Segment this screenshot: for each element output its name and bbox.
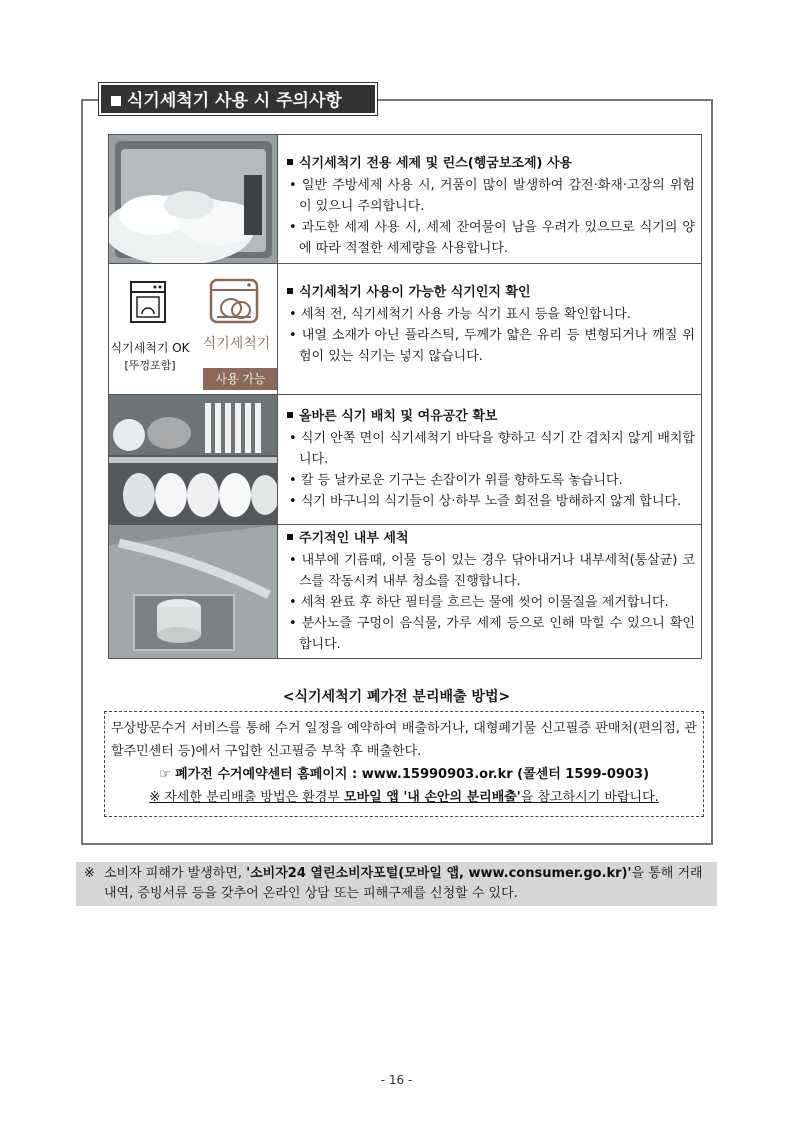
caution-row-3: [109, 395, 701, 525]
caution-row-1: [109, 135, 701, 264]
bullet-item: • 내열 소재가 아닌 플라스틱, 두께가 얇은 유리 등 변형되거나 깨질 위험이 있는 식기는 넣지 않습니다.: [289, 328, 695, 364]
square-bullet-icon: [287, 412, 293, 418]
bullet-item: • 내부에 기름때, 이물 등이 있는 경우 닦아내거나 내부세척(통살균) 코스를 작동시켜 내부 청소를 진행합니다.: [289, 553, 695, 589]
ok-label: 식기세척기 OK: [110, 341, 190, 355]
foam-dishwasher-photo: [109, 135, 278, 263]
square-bullet-icon: [287, 159, 293, 165]
section-heading: 식기세척기 사용이 가능한 식기인지 확인: [299, 285, 531, 300]
usable-badge: 사용 가능: [203, 368, 278, 390]
bullet-item: • 분사노즐 구멍이 음식물, 가루 세제 등으로 인해 막힐 수 있으니 확인합니다.: [289, 616, 695, 652]
bullet-item: • 칼 등 날카로운 기구는 손잡이가 위를 향하도록 놓습니다.: [289, 473, 623, 488]
section-heading: 식기세척기 전용 세제 및 린스(헹굼보조제) 사용: [299, 156, 573, 171]
caution-row-4: [109, 525, 701, 658]
bullet-item: • 과도한 세제 사용 시, 세제 잔여물이 남을 우려가 있으므로 식기의 양에 따라 적절한 세제량을 사용합니다.: [289, 220, 695, 256]
note-mark: ※: [84, 866, 95, 881]
bullet-item: • 세척 전, 식기세척기 사용 가능 식기 표시 등을 확인합니다.: [289, 307, 631, 322]
bullet-item: • 일반 주방세제 사용 시, 거품이 많이 발생하여 감전·화재·고장의 위험이 있으니 주의합니다.: [289, 178, 695, 214]
caution-table: [108, 134, 702, 659]
ok-sublabel: [뚜껑포함]: [124, 359, 176, 372]
filter-photo: [109, 525, 278, 658]
brown-label: 식기세척기: [202, 336, 271, 352]
bullet-item: • 세척 완료 후 하단 필터를 흐르는 물에 씻어 이물질을 제거합니다.: [289, 595, 669, 610]
section-heading: 주기적인 내부 세척: [299, 531, 409, 546]
dish-rack-photo: [109, 395, 278, 524]
disposal-method-box: [104, 711, 704, 817]
square-bullet-icon: [287, 288, 293, 294]
consumer-portal-link: '소비자24 열린소비자포털(모바일 앱, www.consumer.go.kr)': [246, 866, 632, 881]
disposal-method-text: 무상방문수거 서비스를 통해 수거 일정을 예약하여 배출하거나, 대형폐기물 신고필증 판매처(편의점, 관할주민센터 등)에서 구입한 신고필증 부착 후 배출한다.: [111, 721, 697, 759]
consumer-note: ※ 소비자 피해가 발생하면, '소비자24 열린소비자포털(모바일 앱, www.consumer.go.kr)'을 통해 거래내역, 증빙서류 등을 갖추어 온라인 상담 또는 피해구제를 신청할 수 있다.: [76, 862, 717, 906]
bullet-item: • 식기 안쪽 면이 식기세척기 바닥을 향하고 식기 간 겹치지 않게 배치합니다.: [289, 431, 695, 467]
section-title: 식기세척기 사용 시 주의사항: [127, 91, 342, 111]
bullet-item: • 식기 바구니의 식기들이 상·하부 노즐 회전을 방해하지 않게 합니다.: [289, 494, 682, 509]
section-heading: 올바른 식기 배치 및 여유공간 확보: [299, 409, 498, 424]
square-bullet-icon: [111, 96, 121, 106]
dishwasher-safe-icons: [109, 264, 278, 394]
section-title-tab: [99, 83, 377, 115]
caution-row-2: [109, 264, 701, 395]
page-number: - 16 -: [380, 1073, 413, 1087]
disposal-reference: ※ 자세한 분리배출 방법은 환경부 모바일 앱 '내 손안의 분리배출'을 참고하시기 바랍니다.: [149, 790, 659, 805]
disposal-method-title: <식기세척기 폐가전 분리배출 방법>: [282, 689, 511, 705]
square-bullet-icon: [287, 534, 293, 540]
disposal-homepage: ☞ 폐가전 수거예약센터 홈페이지 : www.15990903.or.kr (콜센터 1599-0903): [158, 767, 650, 782]
